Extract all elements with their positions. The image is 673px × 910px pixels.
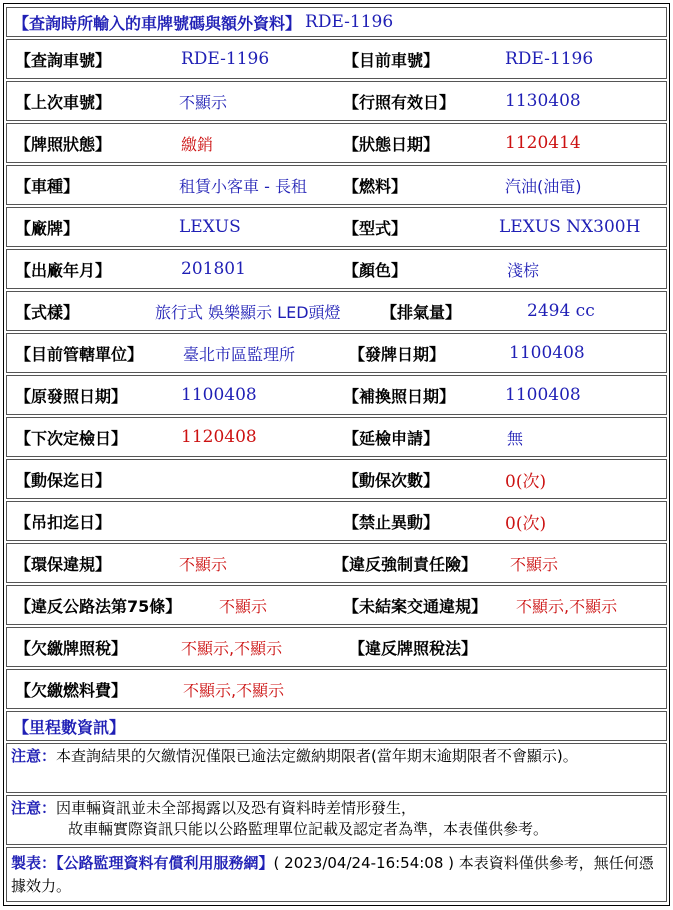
manufacture-date-value: 201801 bbox=[181, 259, 246, 279]
insurance-violation-label: 【違反強制責任險】 bbox=[333, 554, 478, 574]
color-label: 【顏色】 bbox=[343, 260, 408, 280]
fuel-value: 汽油(油電) bbox=[505, 176, 582, 196]
extension-value: 無 bbox=[507, 428, 524, 448]
info-row bbox=[6, 669, 667, 709]
brand-label: 【廠牌】 bbox=[15, 218, 80, 238]
brand-value: LEXUS bbox=[179, 217, 241, 237]
tax-violation-label: 【違反牌照稅法】 bbox=[349, 638, 478, 658]
unpaid-tax-value: 不顯示,不顯示 bbox=[181, 638, 283, 658]
style-value: 旅行式 娛樂顯示 LED頭燈 bbox=[155, 302, 341, 322]
color-value: 淺棕 bbox=[507, 260, 540, 280]
status-date-value: 1120414 bbox=[505, 133, 581, 153]
extension-label: 【延檢申請】 bbox=[343, 428, 440, 448]
issue-date-value: 1100408 bbox=[509, 343, 585, 363]
info-row bbox=[6, 123, 667, 163]
footer-text: ( 2023/04/24-16:54:08 ) 本表資料僅供參考，無任何憑據效力。 bbox=[11, 854, 654, 895]
original-issue-value: 1100408 bbox=[181, 385, 257, 405]
displacement-label: 【排氣量】 bbox=[381, 302, 462, 322]
road-law-75-value: 不顯示 bbox=[219, 596, 268, 616]
mileage-row bbox=[6, 711, 667, 741]
reissue-date-label: 【補換照日期】 bbox=[343, 386, 456, 406]
authority-label: 【目前管轄單位】 bbox=[15, 344, 144, 364]
report-title-plate: RDE-1196 bbox=[305, 12, 394, 32]
footer-note bbox=[6, 847, 667, 902]
report-title-row bbox=[6, 7, 667, 37]
info-row bbox=[6, 81, 667, 121]
unpaid-tax-label: 【欠繳牌照稅】 bbox=[15, 638, 128, 658]
note-disclosure bbox=[6, 795, 667, 845]
mileage-heading: 【里程數資訊】 bbox=[13, 717, 126, 737]
traffic-violation-value: 不顯示,不顯示 bbox=[516, 596, 618, 616]
reissue-date-value: 1100408 bbox=[505, 385, 581, 405]
unpaid-fuel-fee-label: 【欠繳燃料費】 bbox=[15, 680, 128, 700]
plate-status-label: 【牌照狀態】 bbox=[15, 134, 112, 154]
authority-value: 臺北市區監理所 bbox=[183, 344, 296, 364]
displacement-value: 2494 cc bbox=[527, 301, 595, 321]
info-row bbox=[6, 543, 667, 583]
license-valid-label: 【行照有效日】 bbox=[343, 92, 456, 112]
seizure-date-label: 【吊扣迄日】 bbox=[15, 512, 112, 532]
manufacture-date-label: 【出廠年月】 bbox=[15, 260, 112, 280]
info-row bbox=[6, 375, 667, 415]
fuel-label: 【燃料】 bbox=[343, 176, 408, 196]
previous-plate-label: 【上次車號】 bbox=[15, 92, 112, 112]
vehicle-type-label: 【車種】 bbox=[15, 176, 80, 196]
road-law-75-label: 【違反公路法第75條】 bbox=[15, 596, 182, 616]
model-value: LEXUS NX300H bbox=[499, 217, 641, 237]
info-row bbox=[6, 627, 667, 667]
transfer-ban-label: 【禁止異動】 bbox=[343, 512, 440, 532]
info-row bbox=[6, 39, 667, 79]
traffic-violation-label: 【未結案交通違規】 bbox=[343, 596, 488, 616]
insurance-violation-value: 不顯示 bbox=[510, 554, 559, 574]
note-overdue-lead: 注意： bbox=[11, 747, 57, 765]
info-row bbox=[6, 165, 667, 205]
next-inspection-value: 1120408 bbox=[181, 427, 257, 447]
info-row bbox=[6, 291, 667, 331]
vehicle-type-value: 租賃小客車 - 長租 bbox=[179, 176, 307, 196]
note-disclosure-lead: 注意： bbox=[11, 799, 57, 817]
report-title bbox=[13, 8, 393, 36]
info-row bbox=[6, 501, 667, 541]
mortgage-count-label: 【動保次數】 bbox=[343, 470, 440, 490]
next-inspection-label: 【下次定檢日】 bbox=[15, 428, 128, 448]
report-title-label: 【查詢時所輸入的車牌號碼與額外資料】 bbox=[13, 13, 302, 33]
issue-date-label: 【發牌日期】 bbox=[349, 344, 446, 364]
original-issue-label: 【原發照日期】 bbox=[15, 386, 128, 406]
info-row bbox=[6, 249, 667, 289]
current-plate-value: RDE-1196 bbox=[505, 49, 594, 69]
note-overdue-text: 本查詢結果的欠繳情況僅限已逾法定繳納期限者(當年期末逾期限者不會顯示)。 bbox=[56, 747, 578, 765]
mortgage-count-value: 0(次) bbox=[505, 471, 547, 492]
license-valid-value: 1130408 bbox=[505, 91, 581, 111]
unpaid-fuel-fee-value: 不顯示,不顯示 bbox=[183, 680, 285, 700]
note-disclosure-line1: 因車輛資訊並未全部揭露以及恐有資料時差情形發生， bbox=[56, 799, 417, 817]
info-row bbox=[6, 417, 667, 457]
info-row bbox=[6, 333, 667, 373]
footer-source: 【公路監理資料有償利用服務網】 bbox=[56, 854, 274, 872]
plate-status-value: 繳銷 bbox=[181, 134, 214, 154]
transfer-ban-value: 0(次) bbox=[505, 513, 547, 534]
info-row bbox=[6, 585, 667, 625]
status-date-label: 【狀態日期】 bbox=[343, 134, 440, 154]
note-overdue bbox=[6, 743, 667, 793]
style-label: 【式樣】 bbox=[15, 302, 80, 322]
mortgage-date-label: 【動保迄日】 bbox=[15, 470, 112, 490]
footer-lead: 製表： bbox=[11, 854, 57, 872]
info-row bbox=[6, 207, 667, 247]
previous-plate-value: 不顯示 bbox=[179, 92, 228, 112]
info-row bbox=[6, 459, 667, 499]
model-label: 【型式】 bbox=[343, 218, 408, 238]
env-violation-value: 不顯示 bbox=[179, 554, 228, 574]
query-plate-value: RDE-1196 bbox=[181, 49, 270, 69]
env-violation-label: 【環保違規】 bbox=[15, 554, 112, 574]
note-disclosure-line2: 故車輛實際資訊只能以公路監理單位記載及認定者為準，本表僅供參考。 bbox=[68, 820, 549, 838]
current-plate-label: 【目前車號】 bbox=[343, 50, 440, 70]
query-plate-label: 【查詢車號】 bbox=[15, 50, 112, 70]
